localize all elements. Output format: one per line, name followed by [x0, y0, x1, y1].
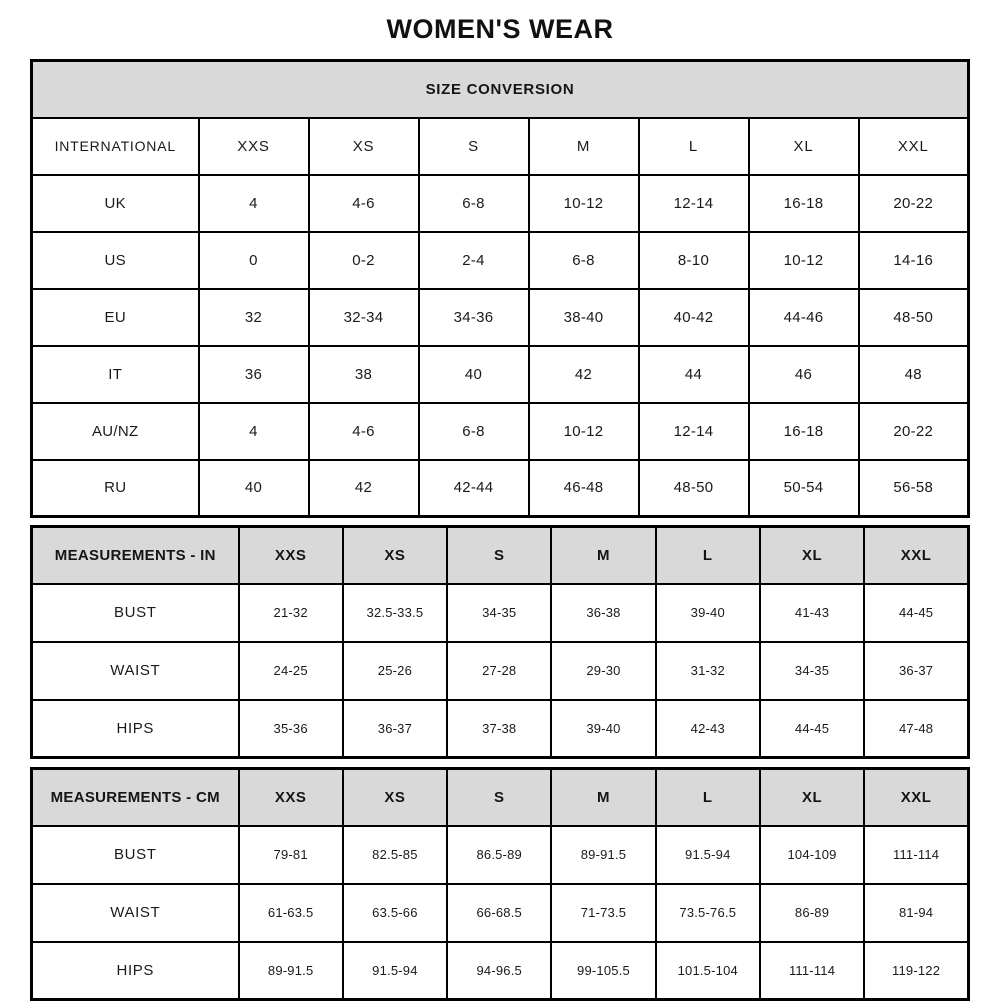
value-cell: 42 — [529, 346, 639, 403]
value-cell: 82.5-85 — [343, 826, 447, 884]
measurements-in-row-bust — [32, 584, 969, 642]
size-header-xxs: XXS — [239, 769, 343, 826]
value-cell: 50-54 — [749, 460, 859, 517]
size-header-l: L — [656, 769, 760, 826]
value-cell: 2-4 — [419, 232, 529, 289]
value-cell: 66-68.5 — [447, 884, 551, 942]
value-cell: 14-16 — [859, 232, 969, 289]
value-cell: 47-48 — [864, 700, 968, 758]
value-cell: 36-37 — [864, 642, 968, 700]
value-cell: 38 — [309, 346, 419, 403]
size-conversion-row-us — [32, 232, 969, 289]
value-cell: 71-73.5 — [551, 884, 655, 942]
size-header-xs: XS — [343, 527, 447, 584]
value-cell: 44-46 — [749, 289, 859, 346]
value-cell: 38-40 — [529, 289, 639, 346]
value-cell: 36-37 — [343, 700, 447, 758]
row-label-cell: BUST — [32, 826, 239, 884]
value-cell: 46 — [749, 346, 859, 403]
value-cell: 99-105.5 — [551, 942, 655, 1000]
value-cell: 4 — [199, 175, 309, 232]
size-conversion-table — [30, 59, 970, 518]
size-header-xxs: XXS — [199, 118, 309, 175]
measurements-cm-table — [30, 767, 970, 1001]
size-header-xs: XS — [309, 118, 419, 175]
size-header-xxl: XXL — [864, 769, 968, 826]
measurements-in-header-row — [32, 527, 969, 584]
value-cell: 56-58 — [859, 460, 969, 517]
value-cell: 4 — [199, 403, 309, 460]
row-label-cell: BUST — [32, 584, 239, 642]
value-cell: 27-28 — [447, 642, 551, 700]
value-cell: 20-22 — [859, 175, 969, 232]
measurements-in-table — [30, 525, 970, 759]
size-conversion-row-uk — [32, 175, 969, 232]
size-header-xxs: XXS — [239, 527, 343, 584]
value-cell: 35-36 — [239, 700, 343, 758]
size-header-xxl: XXL — [864, 527, 968, 584]
value-cell: 40-42 — [639, 289, 749, 346]
value-cell: 4-6 — [309, 403, 419, 460]
value-cell: 42-43 — [656, 700, 760, 758]
value-cell: 37-38 — [447, 700, 551, 758]
row-label-cell: RU — [32, 460, 199, 517]
size-header-xl: XL — [749, 118, 859, 175]
value-cell: 91.5-94 — [656, 826, 760, 884]
value-cell: 42 — [309, 460, 419, 517]
value-cell: 6-8 — [529, 232, 639, 289]
page-title: WOMEN'S WEAR — [386, 14, 614, 44]
value-cell: 39-40 — [551, 700, 655, 758]
value-cell: 40 — [419, 346, 529, 403]
value-cell: 20-22 — [859, 403, 969, 460]
value-cell: 29-30 — [551, 642, 655, 700]
row-label-cell: WAIST — [32, 884, 239, 942]
row-label-cell: HIPS — [32, 942, 239, 1000]
value-cell: 32 — [199, 289, 309, 346]
value-cell: 32.5-33.5 — [343, 584, 447, 642]
value-cell: 24-25 — [239, 642, 343, 700]
value-cell: 104-109 — [760, 826, 864, 884]
size-header-l: L — [656, 527, 760, 584]
value-cell: 34-36 — [419, 289, 529, 346]
value-cell: 32-34 — [309, 289, 419, 346]
size-conversion-banner-row — [32, 61, 969, 118]
size-header-s: S — [419, 118, 529, 175]
size-header-m: M — [529, 118, 639, 175]
size-header-l: L — [639, 118, 749, 175]
value-cell: 48-50 — [859, 289, 969, 346]
value-cell: 101.5-104 — [656, 942, 760, 1000]
value-cell: 16-18 — [749, 175, 859, 232]
value-cell: 8-10 — [639, 232, 749, 289]
row-label-cell: WAIST — [32, 642, 239, 700]
size-conversion-banner: SIZE CONVERSION — [32, 61, 969, 118]
value-cell: 44-45 — [864, 584, 968, 642]
value-cell: 36-38 — [551, 584, 655, 642]
value-cell: 0-2 — [309, 232, 419, 289]
value-cell: 91.5-94 — [343, 942, 447, 1000]
value-cell: 81-94 — [864, 884, 968, 942]
value-cell: 36 — [199, 346, 309, 403]
value-cell: 34-35 — [447, 584, 551, 642]
measurements-in-row-hips — [32, 700, 969, 758]
value-cell: 111-114 — [864, 826, 968, 884]
value-cell: 46-48 — [529, 460, 639, 517]
value-cell: 73.5-76.5 — [656, 884, 760, 942]
row-label-cell: UK — [32, 175, 199, 232]
value-cell: 25-26 — [343, 642, 447, 700]
value-cell: 86-89 — [760, 884, 864, 942]
measurements-cm-header-label: MEASUREMENTS - CM — [32, 769, 239, 826]
row-label-cell: IT — [32, 346, 199, 403]
measurements-cm-header-row — [32, 769, 969, 826]
row-label-cell: EU — [32, 289, 199, 346]
size-header-xl: XL — [760, 527, 864, 584]
value-cell: 61-63.5 — [239, 884, 343, 942]
size-header-s: S — [447, 769, 551, 826]
value-cell: 42-44 — [419, 460, 529, 517]
value-cell: 86.5-89 — [447, 826, 551, 884]
value-cell: 12-14 — [639, 175, 749, 232]
measurements-cm-row-bust — [32, 826, 969, 884]
value-cell: 41-43 — [760, 584, 864, 642]
size-header-xs: XS — [343, 769, 447, 826]
size-header-m: M — [551, 527, 655, 584]
value-cell: 39-40 — [656, 584, 760, 642]
value-cell: 10-12 — [529, 175, 639, 232]
size-header-xxl: XXL — [859, 118, 969, 175]
value-cell: 89-91.5 — [239, 942, 343, 1000]
size-header-m: M — [551, 769, 655, 826]
value-cell: 34-35 — [760, 642, 864, 700]
value-cell: 48 — [859, 346, 969, 403]
value-cell: 12-14 — [639, 403, 749, 460]
size-conversion-header-row — [32, 118, 969, 175]
value-cell: 21-32 — [239, 584, 343, 642]
value-cell: 63.5-66 — [343, 884, 447, 942]
row-label-cell: HIPS — [32, 700, 239, 758]
row-label-cell: AU/NZ — [32, 403, 199, 460]
value-cell: 10-12 — [749, 232, 859, 289]
size-conversion-row-au-nz — [32, 403, 969, 460]
size-header-s: S — [447, 527, 551, 584]
value-cell: 119-122 — [864, 942, 968, 1000]
value-cell: 44 — [639, 346, 749, 403]
value-cell: 31-32 — [656, 642, 760, 700]
size-conversion-row-eu — [32, 289, 969, 346]
measurements-cm-row-waist — [32, 884, 969, 942]
value-cell: 111-114 — [760, 942, 864, 1000]
value-cell: 10-12 — [529, 403, 639, 460]
measurements-in-header-label: MEASUREMENTS - IN — [32, 527, 239, 584]
measurements-cm-row-hips — [32, 942, 969, 1000]
value-cell: 6-8 — [419, 175, 529, 232]
value-cell: 79-81 — [239, 826, 343, 884]
value-cell: 40 — [199, 460, 309, 517]
value-cell: 44-45 — [760, 700, 864, 758]
size-header-xl: XL — [760, 769, 864, 826]
row-label-cell: US — [32, 232, 199, 289]
value-cell: 89-91.5 — [551, 826, 655, 884]
measurements-in-row-waist — [32, 642, 969, 700]
value-cell: 48-50 — [639, 460, 749, 517]
size-conversion-header-label: INTERNATIONAL — [32, 118, 199, 175]
size-conversion-row-ru — [32, 460, 969, 517]
value-cell: 94-96.5 — [447, 942, 551, 1000]
size-conversion-row-it — [32, 346, 969, 403]
value-cell: 16-18 — [749, 403, 859, 460]
value-cell: 6-8 — [419, 403, 529, 460]
value-cell: 4-6 — [309, 175, 419, 232]
value-cell: 0 — [199, 232, 309, 289]
